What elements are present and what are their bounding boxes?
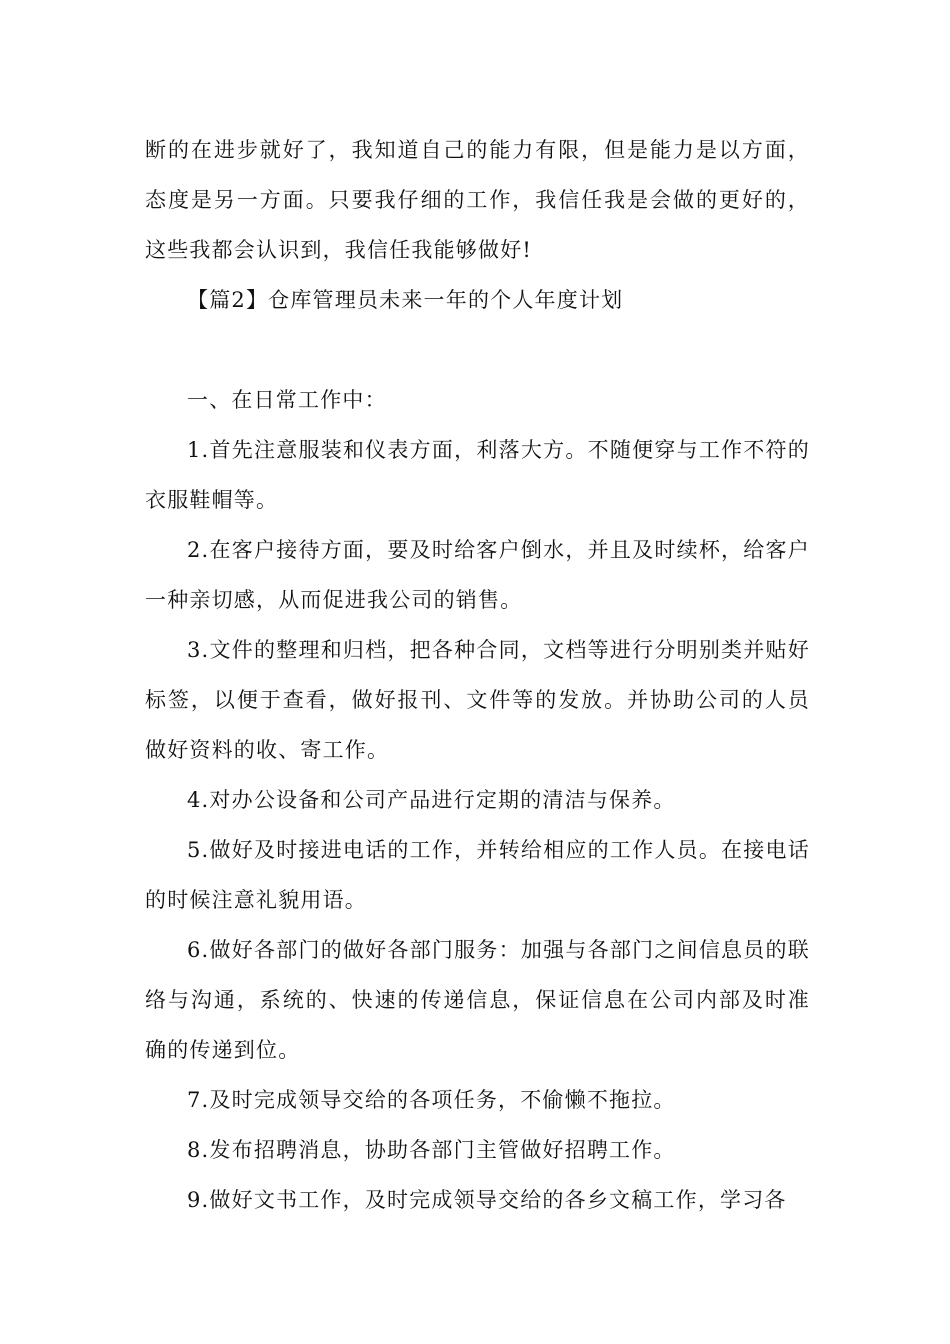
list-item: 6.做好各部门的做好各部门服务：加强与各部门之间信息员的联络与沟通，系统的、快速的传递信息，保证信息在公司内部及时准确的传递到位。 <box>145 938 810 1062</box>
list-item: 7.及时完成领导交给的各项任务，不偷懒不拖拉。 <box>187 1088 676 1112</box>
list-item: 2.在客户接待方面，要及时给客户倒水，并且及时续杯，给客户一种亲切感，从而促进我公司的销售。 <box>145 538 810 612</box>
list-item: 5.做好及时接进电话的工作，并转给相应的工作人员。在接电话的时候注意礼貌用语。 <box>145 838 810 912</box>
list-item: 3.文件的整理和归档，把各种合同，文档等进行分明别类并贴好标签，以便于查看，做好报刊、文件等的发放。并协助公司的人员做好资料的收、寄工作。 <box>145 638 810 762</box>
list-item: 1.首先注意服装和仪表方面，利落大方。不随便穿与工作不符的衣服鞋帽等。 <box>145 438 810 512</box>
document-body <box>145 125 810 1225</box>
blank-line <box>145 325 810 375</box>
section-title: 【篇2】仓库管理员未来一年的个人年度计划 <box>187 288 624 312</box>
continuation-paragraph: 断的在进步就好了，我知道自己的能力有限，但是能力是以方面，态度是另一方面。只要我仔细的工作，我信任我是会做的更好的，这些我都会认识到，我信任我能够做好! <box>145 138 810 262</box>
subheading: 一、在日常工作中： <box>187 388 387 412</box>
list-item: 8.发布招聘消息，协助各部门主管做好招聘工作。 <box>187 1138 676 1162</box>
list-item: 4.对办公设备和公司产品进行定期的清洁与保养。 <box>187 788 676 812</box>
list-item: 9.做好文书工作，及时完成领导交给的各乡文稿工作，学习各 <box>187 1188 787 1212</box>
